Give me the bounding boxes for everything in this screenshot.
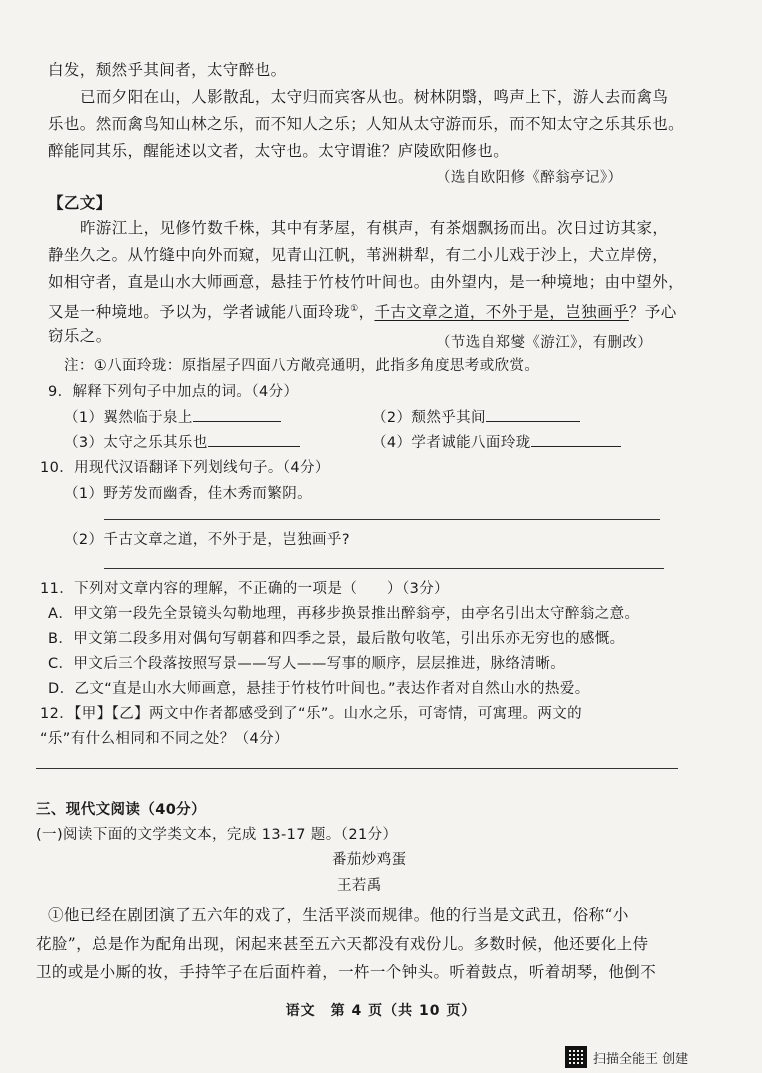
q9-item-4: （4）学者诚能八面玲珑: [372, 432, 621, 453]
q9-item-1: （1）翼然临于泉上: [64, 407, 281, 428]
q10-stem: 10．用现代汉语翻译下列划线句子。（4分）: [40, 460, 330, 476]
yi-line-3: 如相守者，直是山水大师画意，悬挂于竹枝竹叶间也。由外望内，是一种境地；由中望外，: [48, 273, 685, 291]
jia-line-2: 已而夕阳在山，人影散乱，太守归而宾客从也。树林阴翳，鸣声上下，游人去而禽鸟: [80, 88, 669, 106]
yi-footnote: 注：①八面玲珑：原指屋子四面八方敞亮通明，此指多角度思考或欣赏。: [64, 358, 540, 374]
yi-line-4-comma: ，: [358, 303, 375, 322]
yi-source: （节选自郑燮《游江》，有删改）: [436, 335, 653, 351]
article-line-3: 卫的或是小厮的妆，手持竿子在后面杵着，一杵一个钟头。听着鼓点，听着胡琴，他倒不: [36, 963, 657, 981]
q11-stem: 11．下列对文章内容的理解，不正确的一项是（ ）（3分）: [40, 581, 450, 597]
answer-blank[interactable]: [531, 432, 621, 447]
footnote-marker: ①: [350, 304, 359, 314]
page-footer: 语文 第 4 页（共 10 页）: [285, 1003, 477, 1019]
yi-heading: 【乙文】: [48, 194, 112, 212]
answer-blank[interactable]: [208, 432, 300, 447]
yi-line-4: [48, 299, 677, 322]
watermark-text: 扫描全能王 创建: [593, 1051, 689, 1067]
section-heading: 三、现代文阅读（40分）: [36, 802, 206, 818]
q9-item-2: （2）颓然乎其间: [372, 407, 580, 428]
q9-item-3: （3）太守之乐其乐也: [64, 432, 300, 453]
answer-blank[interactable]: [193, 407, 281, 422]
q11-option-b: B．甲文第二段多用对偶句写朝暮和四季之景，最后散句收笔，引出乐亦无穷也的感慨。: [48, 631, 625, 647]
jia-line-4: 醉能同其乐，醒能述以文者，太守也。太守谓谁？庐陵欧阳修也。: [48, 142, 510, 160]
q12-line-2: “乐”有什么相同和不同之处？（4分）: [40, 731, 289, 747]
jia-line-1: 白发，颓然乎其间者，太守醉也。: [48, 61, 287, 79]
answer-blank[interactable]: [486, 407, 580, 422]
answer-line[interactable]: [104, 519, 660, 520]
answer-line[interactable]: [36, 768, 678, 769]
q9-stem: 9．解释下列句子中加点的词。（4分）: [48, 384, 299, 400]
article-title: 番茄炒鸡蛋: [332, 852, 407, 868]
article-line-2: 花脸”，总是作为配角出现，闲起来甚至五六天都没有戏份儿。多数时候，他还要化上侍: [36, 935, 649, 953]
yi-line-1: 昨游江上，见修竹数千株，其中有茅屋，有棋声，有茶烟飘扬而出。次日过访其家，: [80, 219, 669, 237]
qr-code-icon: [565, 1046, 587, 1068]
answer-line[interactable]: [104, 568, 664, 569]
yi-line-5: 窃乐之。: [48, 327, 112, 345]
q10-item-2: （2）千古文章之道，不外于是，岂独画乎?: [64, 532, 350, 548]
jia-line-3: 乐也。然而禽鸟知山林之乐，而不知人之乐；人知从太守游而乐，而不知太守之乐其乐也。: [48, 115, 685, 133]
article-author: 王若禹: [337, 878, 382, 894]
yi-line-2: 静坐久之。从竹缝中向外而窥，见青山江帆，苇洲耕犁，有二小儿戏于沙上，犬立岸傍，: [48, 246, 669, 264]
article-line-1: ①他已经在剧团演了五六年的戏了，生活平淡而规律。他的行当是文武丑，俗称“小: [48, 906, 629, 924]
q12-line-1: 12．【甲】【乙】两文中作者都感受到了“乐”。山水之乐，可寄情，可寓理。两文的: [40, 706, 583, 722]
q11-option-c: C．甲文后三个段落按照写景——写人——写事的顺序，层层推进，脉络清晰。: [48, 656, 566, 672]
q10-item-1: （1）野芳发而幽香，佳木秀而繁阴。: [64, 486, 313, 502]
q11-option-d: D．乙文“直是山水大师画意，悬挂于竹枝竹叶间也。”表达作者对自然山水的热爱。: [48, 681, 590, 697]
jia-source: （选自欧阳修《醉翁亭记》）: [436, 170, 623, 186]
yi-line-4-start: 又是一种境地。予以为，学者诚能八面玲珑: [48, 303, 351, 322]
yi-underlined-sentence: 千古文章之道，不外于是，岂独画乎: [374, 303, 629, 322]
scanner-watermark: [565, 1046, 688, 1068]
yi-line-4-end: ？予心: [628, 303, 677, 322]
section-subheading: (一)阅读下面的文学类文本，完成 13-17 题。（21分）: [36, 827, 398, 843]
q11-option-a: A．甲文第一段先全景镜头勾勒地理，再移步换景推出醉翁亭，由亭名引出太守醉翁之意。: [48, 606, 640, 622]
